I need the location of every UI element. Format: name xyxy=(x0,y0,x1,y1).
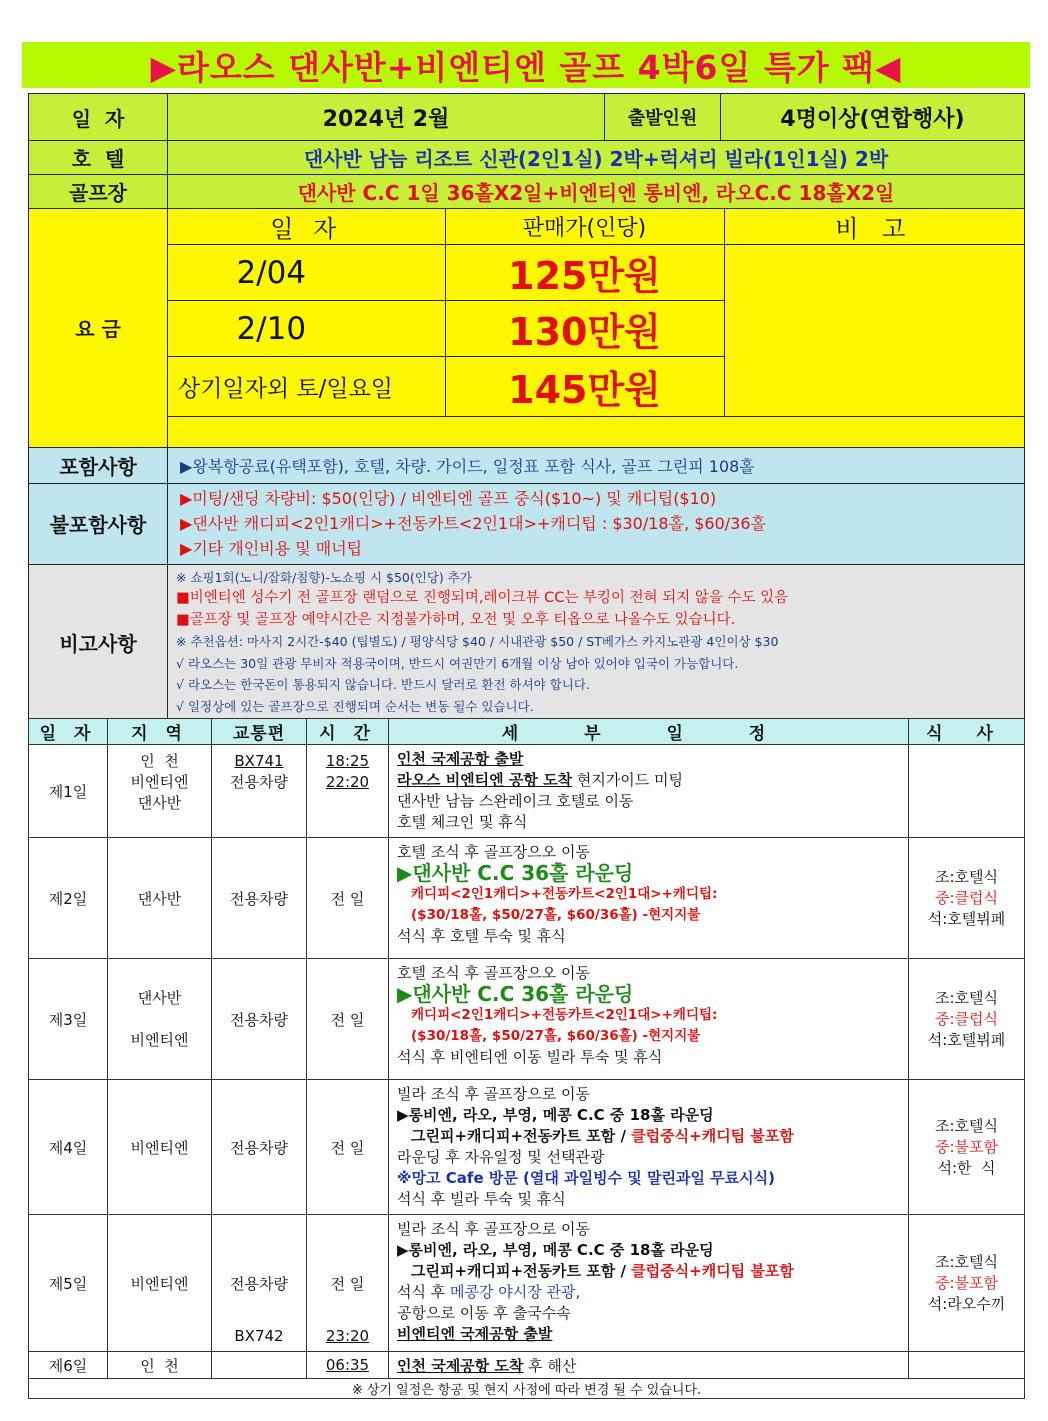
time: 전 일 xyxy=(307,1080,389,1215)
detail-line: 비엔티엔 국제공항 출발 xyxy=(397,1325,553,1343)
fare-label: 요 금 xyxy=(29,209,168,448)
transport: 전용차량 xyxy=(230,773,288,791)
detail-line: 현지가이드 미팅 xyxy=(572,771,684,789)
flight-number: BX741 xyxy=(234,752,284,770)
detail-line: 그린피+캐디피+전동카트 포함 / xyxy=(411,1127,632,1145)
title-banner xyxy=(22,42,1030,88)
header-details: 세 부 일 정 xyxy=(389,719,909,745)
schedule-table xyxy=(28,718,1025,1399)
detail-line: 캐디피<2인1캐디>+전동카트<2인1대>+캐디팁: xyxy=(411,886,718,902)
header-day: 일 자 xyxy=(29,719,108,745)
remarks-label: 비고사항 xyxy=(29,564,168,720)
info-table xyxy=(28,93,1025,721)
time: 전 일 xyxy=(307,838,389,959)
remark-line: ■비엔티엔 성수기 전 골프장 랜덤으로 진행되며,레이크뷰 CC는 부킹이 전혀 되지 않을 수도 있음 xyxy=(176,590,789,607)
meal: 중:불포함 xyxy=(934,1137,998,1156)
time: 전 일 xyxy=(307,959,389,1080)
golf-value: 댄사반 C.C 1일 36홀X2일+비엔티엔 롱비엔, 라오C.C 18홀X2일 xyxy=(168,175,1025,209)
transport: 전용차량 xyxy=(212,838,307,959)
region: 인 천 xyxy=(108,1352,212,1379)
depart-value: 4명이상(연합행사) xyxy=(721,94,1025,141)
detail-line: 캐디피<2인1캐디>+전동카트<2인1대>+캐디팁: xyxy=(411,1007,718,1023)
excluded-line: ▶댄사반 캐디피<2인1캐디>+전동카트<2인1대>+캐디팁 : $30/18홀, $60/36홀 xyxy=(180,514,766,533)
detail-line: 빌라 조식 후 골프장으로 이동 xyxy=(397,1085,590,1103)
detail-line: ($30/18홀, $50/27홀, $60/36홀) -현지지불 xyxy=(411,907,701,923)
detail-line: 석식 후 빌라 투숙 및 휴식 xyxy=(397,1190,566,1208)
detail-line: 후 해산 xyxy=(523,1356,577,1375)
meal: 석:호텔뷔페 xyxy=(927,1030,1006,1049)
transport: 전용차량 xyxy=(212,959,307,1080)
detail-line: 댄사반 남늠 스완레이크 호텔로 이동 xyxy=(397,792,634,810)
excluded-line: ▶기타 개인비용 및 매너팁 xyxy=(180,539,363,558)
region: 인 천 xyxy=(140,752,179,770)
fare-date: 2/10 xyxy=(168,301,445,357)
detail-line: 석식 후 호텔 투숙 및 휴식 xyxy=(397,927,566,945)
day-label: 제3일 xyxy=(29,959,108,1080)
remark-line: ※ 쇼핑1회(노니/잡화/침향)-노쇼핑 시 $50(인당) 추가 xyxy=(176,569,472,585)
remark-line: ※ 추천옵션: 마사지 2시간-$40 (팁별도) / 평양식당 $40 / 시내관광 $50 / ST베가스 카지노관광 4인이상 $30 xyxy=(176,634,779,650)
detail-line: 공항으로 이동 후 출국수속 xyxy=(397,1304,571,1322)
fare-spacer xyxy=(168,417,1024,447)
fare-col-note: 비 고 xyxy=(724,209,1024,245)
detail-line: 클럽중식+캐디팁 불포함 xyxy=(631,1127,794,1145)
detail-line: 클럽중식+캐디팁 불포함 xyxy=(631,1262,794,1280)
fare-col-date: 일 자 xyxy=(168,209,445,245)
footnote: ※ 상기 일정은 항공 및 현지 사정에 따라 변경 될 수 있습니다. xyxy=(29,1379,1025,1399)
fare-note-cell xyxy=(724,245,1024,417)
remark-line: ■골프장 및 골프장 예약시간은 지정불가하며, 오전 및 오후 티옵으로 나올수도 있습니다. xyxy=(176,611,736,628)
region: 비엔티엔 xyxy=(108,1215,212,1352)
time: 23:20 xyxy=(325,1327,370,1345)
detail-line: 호텔 조식 후 골프장으오 이동 xyxy=(397,843,590,861)
date-value: 2024년 2월 xyxy=(168,94,605,141)
detail-line: 석식 후 xyxy=(397,1283,451,1301)
page-title: ▶라오스 댄사반+비엔티엔 골프 4박6일 특가 팩◀ xyxy=(150,47,902,87)
depart-label: 출발인원 xyxy=(605,94,721,141)
hotel-label: 호 텔 xyxy=(29,141,168,175)
meal: 조:호텔식 xyxy=(934,1252,998,1271)
header-meals: 식 사 xyxy=(909,719,1025,745)
time: 06:35 xyxy=(307,1352,389,1379)
detail-line: 빌라 조식 후 골프장으로 이동 xyxy=(397,1220,590,1238)
remark-line: √ 일정상에 있는 골프장으로 진행되며 순서는 변동 될수 있습니다. xyxy=(176,698,534,714)
detail-line: 석식 후 비엔티엔 이동 빌라 투숙 및 휴식 xyxy=(397,1048,663,1066)
transport-cell xyxy=(212,1352,307,1379)
detail-line: 인천 국제공항 출발 xyxy=(397,750,524,768)
flight-number: BX742 xyxy=(234,1327,284,1345)
day-label: 제4일 xyxy=(29,1080,108,1215)
detail-line: 메콩강 야시장 관광, xyxy=(450,1283,581,1301)
fare-price: 145만원 xyxy=(445,357,724,417)
date-label: 일 자 xyxy=(29,94,168,141)
meal: 조:호텔식 xyxy=(934,1116,998,1135)
detail-line: ▶댄사반 C.C 36홀 라운딩 xyxy=(397,982,634,1006)
region: 댄사반 xyxy=(137,794,182,812)
detail-line: ▶롱비엔, 라오, 부영, 메콩 C.C 중 18홀 라운딩 xyxy=(397,1106,714,1124)
meal: 중:클럽식 xyxy=(934,1009,998,1028)
region: 비엔티엔 xyxy=(130,773,189,791)
header-region: 지 역 xyxy=(108,719,212,745)
meal: 석:호텔뷔페 xyxy=(927,909,1006,928)
included-label: 포함사항 xyxy=(29,447,168,483)
hotel-value: 댄사반 남늠 리조트 신관(2인1실) 2박+럭셔리 빌라(1인1실) 2박 xyxy=(168,141,1025,175)
fare-price: 130만원 xyxy=(445,301,724,357)
region: 비엔티엔 xyxy=(130,1031,189,1049)
header-transport: 교통편 xyxy=(212,719,307,745)
time: 전 일 xyxy=(330,1274,365,1293)
meal: 중:불포함 xyxy=(934,1273,998,1292)
transport: 전용차량 xyxy=(212,1080,307,1215)
meal: 중:클럽식 xyxy=(934,888,998,907)
day-label: 제1일 xyxy=(29,745,108,838)
time: 18:25 xyxy=(325,752,370,770)
day-label: 제5일 xyxy=(29,1215,108,1352)
region: 댄사반 xyxy=(137,989,182,1007)
meals-cell xyxy=(909,1352,1025,1379)
remark-line: √ 라오스는 30일 관광 무비자 적용국이며, 반드시 여권만기 6개월 이상 남아 있어야 입국이 가능합니다. xyxy=(176,655,739,671)
detail-line: ▶댄사반 C.C 36홀 라운딩 xyxy=(397,861,634,885)
remark-line: √ 라오스는 한국돈이 통용되지 않습니다. 반드시 달러로 환전 하셔야 합니다. xyxy=(176,677,590,693)
region: 비엔티엔 xyxy=(108,1080,212,1215)
detail-line: 라오스 비엔티엔 공항 도착 xyxy=(397,771,573,789)
detail-line: 라운딩 후 자유일정 및 선택관광 xyxy=(397,1148,605,1166)
fare-col-price: 판매가(인당) xyxy=(445,209,724,245)
meals-cell xyxy=(909,745,1025,838)
fare-price: 125만원 xyxy=(445,245,724,301)
detail-line: 호텔 조식 후 골프장으오 이동 xyxy=(397,964,590,982)
header-time: 시 간 xyxy=(307,719,389,745)
fare-date: 상기일자외 토/일요일 xyxy=(168,357,445,417)
meal: 석:한 식 xyxy=(937,1158,996,1177)
day-label: 제6일 xyxy=(29,1352,108,1379)
day-label: 제2일 xyxy=(29,838,108,959)
detail-line: ▶롱비엔, 라오, 부영, 메콩 C.C 중 18홀 라운딩 xyxy=(397,1241,714,1259)
detail-line: 그린피+캐디피+전동카트 포함 / xyxy=(411,1262,632,1280)
meal: 석:라오수끼 xyxy=(927,1294,1006,1313)
excluded-label: 불포함사항 xyxy=(29,483,168,564)
golf-label: 골프장 xyxy=(29,175,168,209)
detail-line: ※망고 Cafe 방문 (열대 과일빙수 및 말린과일 무료시식) xyxy=(397,1169,775,1187)
fare-table xyxy=(168,209,1024,447)
region: 댄사반 xyxy=(108,838,212,959)
detail-line: ($30/18홀, $50/27홀, $60/36홀) -현지지불 xyxy=(411,1028,701,1044)
meal: 조:호텔식 xyxy=(934,988,998,1007)
excluded-line: ▶미팅/샌딩 차량비: $50(인당) / 비엔티엔 골프 중식($10~) 및 캐디팁($10) xyxy=(180,489,717,508)
transport: 전용차량 xyxy=(230,1274,288,1293)
included-text: ▶왕복항공료(유택포함), 호텔, 차량. 가이드, 일정표 포함 식사, 골프 그린피 108홀 xyxy=(168,447,1025,483)
fare-date: 2/04 xyxy=(168,245,445,301)
time: 22:20 xyxy=(325,773,370,791)
meal: 조:호텔식 xyxy=(934,867,998,886)
detail-line: 인천 국제공항 도착 xyxy=(397,1356,524,1375)
detail-line: 호텔 체크인 및 휴식 xyxy=(397,813,528,831)
